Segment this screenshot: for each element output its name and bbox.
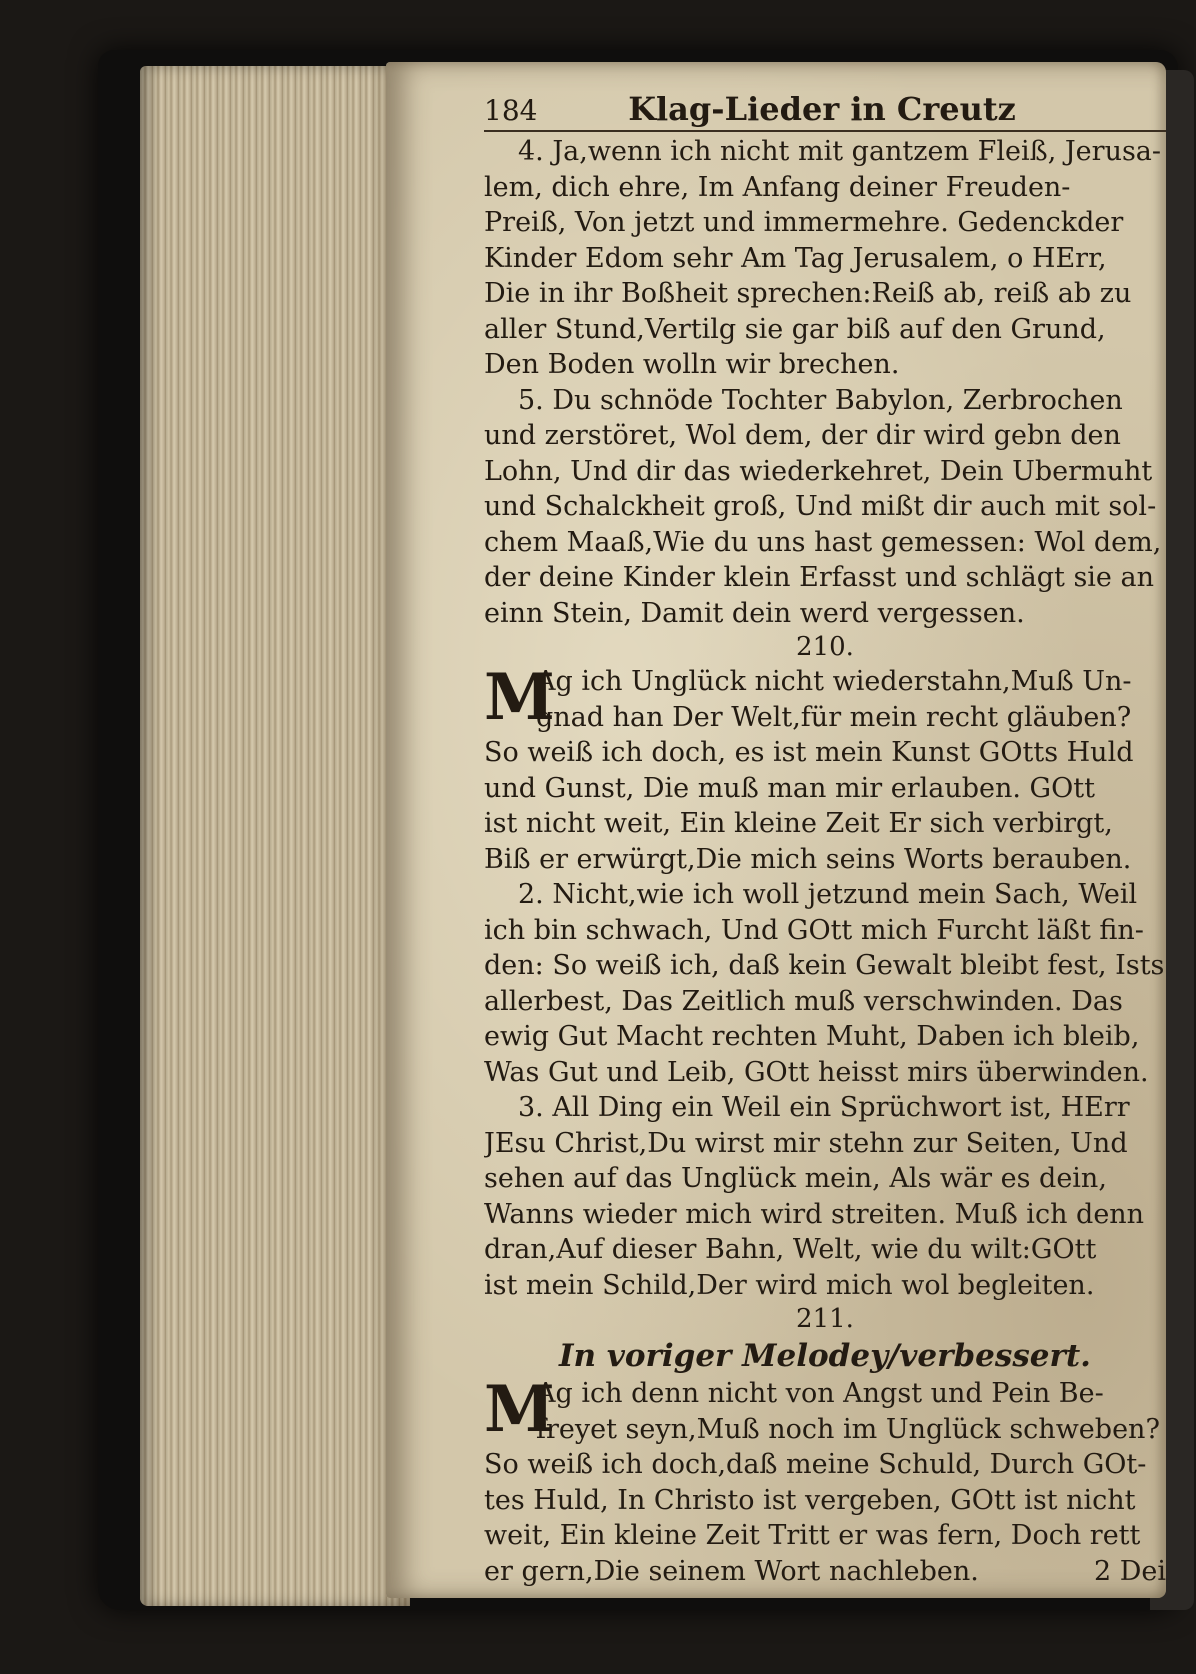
text-line: Preiß, Von jetzt und immermehre. Gedenckder <box>484 207 1124 238</box>
text-line: JEsu Christ,Du wirst mir stehn zur Seiten, Und <box>484 1127 1128 1159</box>
page-edges-stack <box>140 66 410 1606</box>
hymn-210-stanza-1 <box>484 660 1166 877</box>
drop-cap: M <box>484 660 555 735</box>
running-title: Klag-Lieder in Creutz <box>628 90 1016 128</box>
text-line: der deine Kinder klein Erfasst und schlägt sie an <box>484 562 1154 593</box>
text-line: er gern,Die seinem Wort nachleben. <box>484 1555 979 1587</box>
page-text <box>484 92 1166 1589</box>
text-line: Biß er erwürgt,Die mich seins Worts berauben. <box>484 843 1132 875</box>
text-line: aller Stund,Vertilg sie gar biß auf den Grund, <box>484 313 1106 345</box>
text-line: und Gunst, Die muß man mir erlauben. GOtt <box>484 772 1095 804</box>
hymn-210-stanza-3 <box>484 1090 1166 1303</box>
text-line: Die in ihr Boßheit sprechen:Reiß ab, reiß ab zu <box>484 278 1132 309</box>
text-line: Ag ich Unglück nicht wiederstahn,Muß Un- <box>536 666 1132 697</box>
text-line: Lohn, Und dir das wiederkehret, Dein Ubermuht <box>484 455 1153 487</box>
text-line: und Schalckheit groß, Und mißt dir auch mit sol- <box>484 491 1157 522</box>
text-line: ich bin schwach, Und GOtt mich Furcht läßt fin- <box>484 914 1144 946</box>
stanza-5 <box>484 383 1166 632</box>
text-line: Kinder Edom sehr Am Tag Jerusalem, o HErr, <box>484 242 1107 274</box>
hymn-number-210: 210. <box>796 632 854 662</box>
drop-cap: M <box>484 1372 555 1447</box>
page-header <box>484 92 1166 132</box>
text-line: Was Gut und Leib, GOtt heisst mirs überwinden. <box>484 1056 1149 1088</box>
text-line: ist nicht weit, Ein kleine Zeit Er sich verbirgt, <box>484 808 1113 839</box>
text-line: Den Boden wolln wir brechen. <box>484 349 900 380</box>
page-number: 184 <box>484 94 538 127</box>
text-line: 4. Ja,wenn ich nicht mit gantzem Fleiß, Jerusa- <box>518 136 1162 167</box>
hymn-subtitle: In voriger Melodey/verbessert. <box>559 1338 1091 1374</box>
text-line: Wanns wieder mich wird streiten. Muß ich denn <box>484 1198 1145 1230</box>
text-line: einn Stein, Damit dein werd vergessen. <box>484 597 1025 629</box>
text-line: 5. Du schnöde Tochter Babylon, Zerbrochen <box>518 384 1123 416</box>
text-line: So weiß ich doch, es ist mein Kunst GOtts Huld <box>484 737 1134 768</box>
text-line: So weiß ich doch,daß meine Schuld, Durch GOt- <box>484 1449 1147 1480</box>
text-line: gnad han Der Welt,für mein recht gläuben? <box>536 701 1132 733</box>
catchword: 2 Dei <box>1093 1555 1166 1587</box>
text-line: Ag ich denn nicht von Angst und Pein Be- <box>536 1378 1104 1409</box>
text-line: und zerstöret, Wol dem, der dir wird gebn den <box>484 420 1121 451</box>
text-line: freyet seyn,Muß noch im Unglück schweben? <box>536 1413 1160 1445</box>
hymn-210-stanza-2 <box>484 877 1166 1090</box>
stanza-4 <box>484 134 1166 383</box>
text-line: 3. All Ding ein Weil ein Sprüchwort ist, HErr <box>518 1092 1130 1123</box>
hymn-211-stanza-1 <box>484 1372 1166 1589</box>
text-line: lem, dich ehre, Im Anfang deiner Freuden- <box>484 171 1071 203</box>
text-line: weit, Ein kleine Zeit Tritt er was fern, Doch rett <box>484 1520 1141 1551</box>
text-line: tes Huld, In Christo ist vergeben, GOtt ist nicht <box>484 1484 1136 1516</box>
text-line: sehen auf das Unglück mein, Als wär es dein, <box>484 1163 1107 1194</box>
hymn-number-211: 211. <box>796 1304 854 1334</box>
text-line: 2. Nicht,wie ich woll jetzund mein Sach, Weil <box>518 879 1138 910</box>
text-line: den: So weiß ich, daß kein Gewalt bleibt fest, Ists <box>484 950 1165 981</box>
text-line: ist mein Schild,Der wird mich wol begleiten. <box>484 1269 1095 1301</box>
text-line: chem Maaß,Wie du uns hast gemessen: Wol dem, <box>484 526 1162 558</box>
text-line: ewig Gut Macht rechten Muht, Daben ich bleib, <box>484 1021 1140 1052</box>
text-line: dran,Auf dieser Bahn, Welt, wie du wilt:GOtt <box>484 1234 1097 1265</box>
text-line: allerbest, Das Zeitlich muß verschwinden. Das <box>484 985 1123 1017</box>
last-line <box>484 1554 1166 1590</box>
